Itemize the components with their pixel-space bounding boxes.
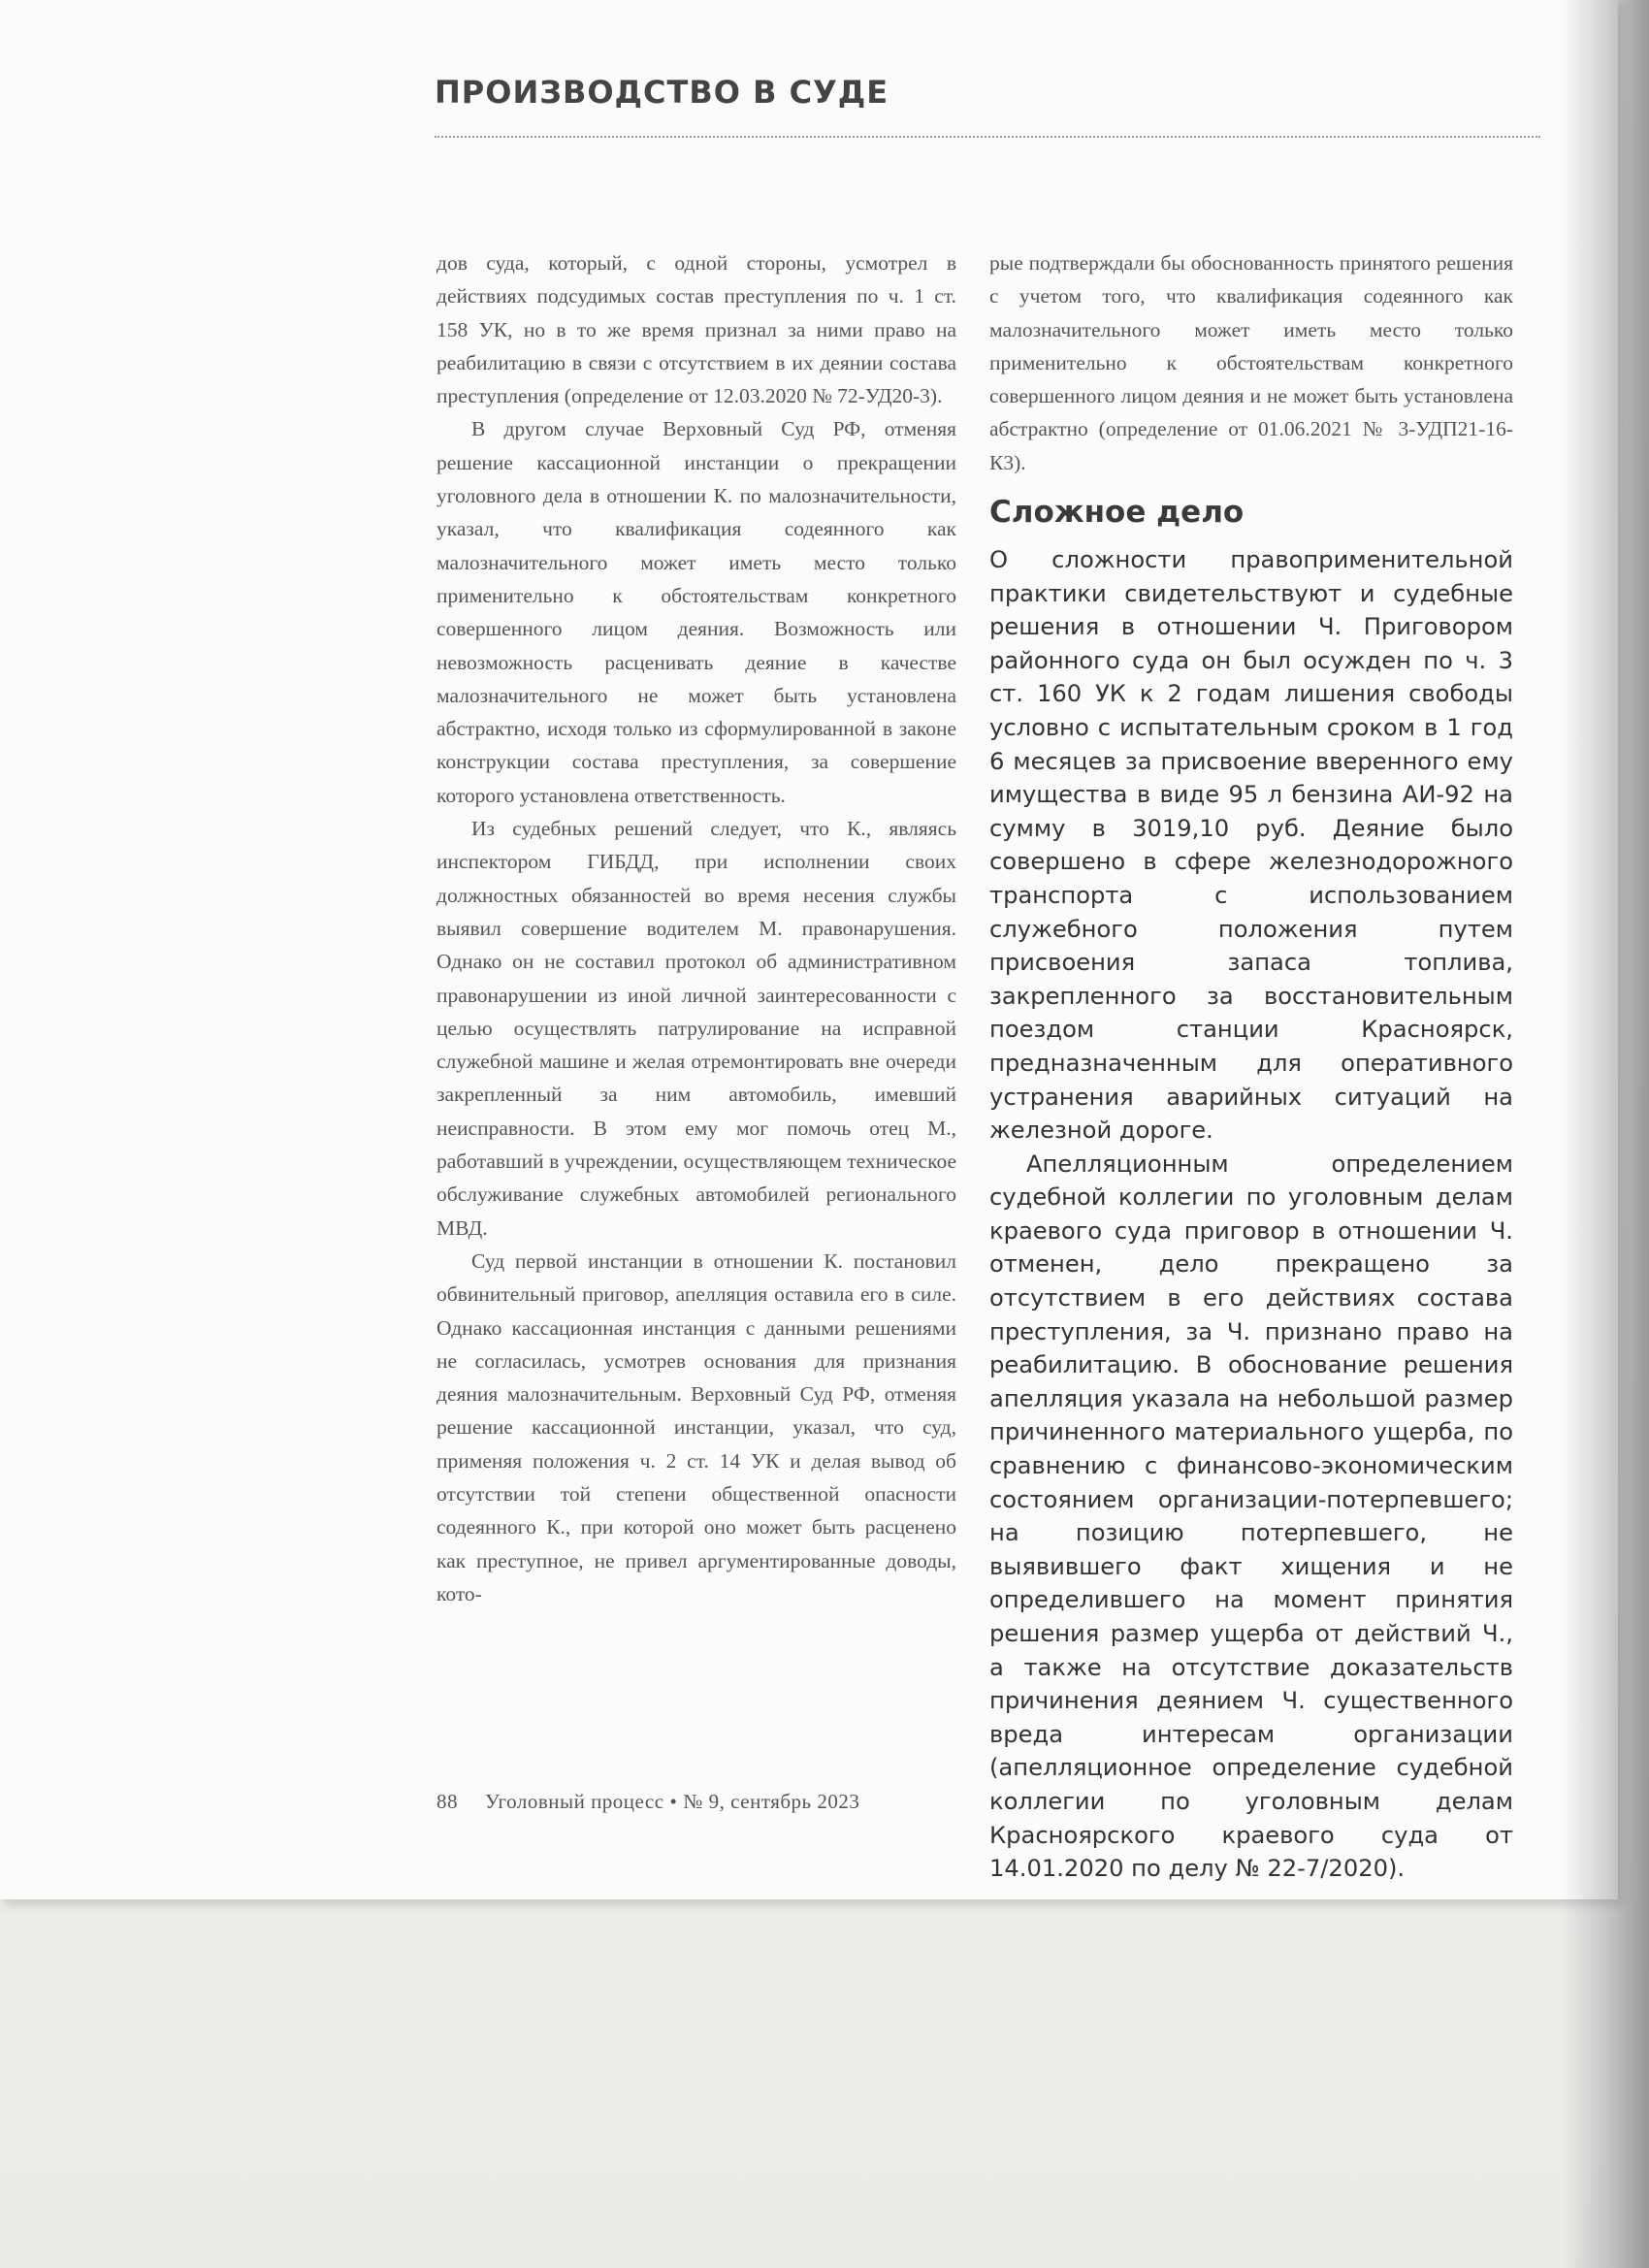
subsection-title: Сложное дело xyxy=(989,495,1245,530)
page-number: 88 xyxy=(436,1790,458,1813)
footer-separator: • xyxy=(669,1790,678,1813)
journal-name: Уголовный процесс xyxy=(485,1790,664,1813)
header-dotted-rule xyxy=(435,136,1540,138)
right-paragraph-2: Апелляционным определением судебной коллегии по уголовным делам краевого суда приговор в отношении Ч. отменен, дело прекращено за отсутствием в его действиях состава преступления, за Ч. признано право на реабилитацию. В обоснование решения апелляция указала на небольшой размер причиненного материального ущерба, по сравнению с финансово-экономическим состоянием организации-потерпевшего; на позицию потерпевшего, не выявившего факт хищения и не определившего на момент принятия решения размер ущерба от действий Ч., а также на отсутствие доказательств причинения деянием Ч. существенного вреда интересам организации (апелляционное определение судебной коллегии по уголовным делам Красноярского краевого суда от 14.01.2020 по делу № 22-7/2020). xyxy=(989,1150,1513,1883)
left-paragraph-1: дов суда, который, с одной стороны, усмотрел в действиях подсудимых состав преступления по ч. 1 ст. 158 УК, но в то же время признал за ними право на реабилитацию в связи с отсутствием в их деянии состава преступления (определение от 12.03.2020 № 72-УД20-3). xyxy=(436,251,956,408)
left-paragraph-2: В другом случае Верховный Суд РФ, отменяя решение кассационной инстанции о прекращении уголовного дела в отношении К. по малозначительности, указал, что квалификация содеянного как малозначительного может иметь место только применительно к обстоятельствам конкретного совершенного лицом деяния. Возможность или невозможность расценивать деяние в качестве малозначительного не может быть установлена абстрактно, исходя только из сформулированной в законе конструкции состава преступления, за совершение которого установлена ответственность. xyxy=(436,417,956,807)
left-paragraph-3: Из судебных решений следует, что К., являясь инспектором ГИБДД, при исполнении своих должностных обязанностей во время несения службы выявил совершение водителем М. правонарушения. Однако он не составил протокол об административном правонарушении из иной личной заинтересованности с целью осуществлять патрулирование на исправной служебной машине и желая отремонтировать вне очереди закрепленный за ним автомобиль, имевший неисправности. В этом ему мог помочь отец М., работавший в учреждении, осуществляющем техническое обслуживание служебных автомобилей регионального МВД. xyxy=(436,817,956,1240)
scan-edge-shadow xyxy=(1562,0,1649,2268)
left-paragraph-4: Суд первой инстанции в отношении К. постановил обвинительный приговор, апелляция оставила его в силе. Однако кассационная инстанция с данными решениями не согласилась, усмотрев основания для признания деяния малозначительным. Верховный Суд РФ, отменяя решение кассационной инстанции, указал, что суд, применяя положения ч. 2 ст. 14 УК и делая вывод об отсутствии той степени общественной опасности содеянного К., при которой оно может быть расценено как преступное, не привел аргументированные доводы, кото- xyxy=(436,1248,956,1605)
right-column-top xyxy=(989,246,1513,479)
section-header: ПРОИЗВОДСТВО В СУДЕ xyxy=(435,74,889,111)
left-column xyxy=(436,246,956,1610)
right-paragraph-1: О сложности правоприменительной практики свидетельствуют и судебные решения в отношении Ч. Приговором районного суда он был осужден по ч. 3 ст. 160 УК к 2 годам лишения свободы условно с испытательным сроком в 1 год 6 месяцев за присвоение вверенного ему имущества в виде 95 л бензина АИ-92 на сумму в 3019,10 руб. Деяние было совершено в сфере железнодорожного транспорта с использованием служебного положения путем присвоения запаса топлива, закрепленного за восстановительным поездом станции Красноярск, предназначенным для оперативного устранения аварийных ситуаций на железной дороге. xyxy=(989,546,1513,1145)
right-column-body xyxy=(989,543,1513,1886)
page-footer xyxy=(436,1790,859,1814)
right-top-paragraph: рые подтверждали бы обоснованность принятого решения с учетом того, что квалификация содеянного как малозначительного может иметь место только применительно к обстоятельствам конкретного совершенного лицом деяния и не может быть установлена абстрактно (определение от 01.06.2021 № 3-УДП21-16-К3). xyxy=(989,251,1513,474)
issue-info: № 9, сентябрь 2023 xyxy=(683,1790,860,1813)
